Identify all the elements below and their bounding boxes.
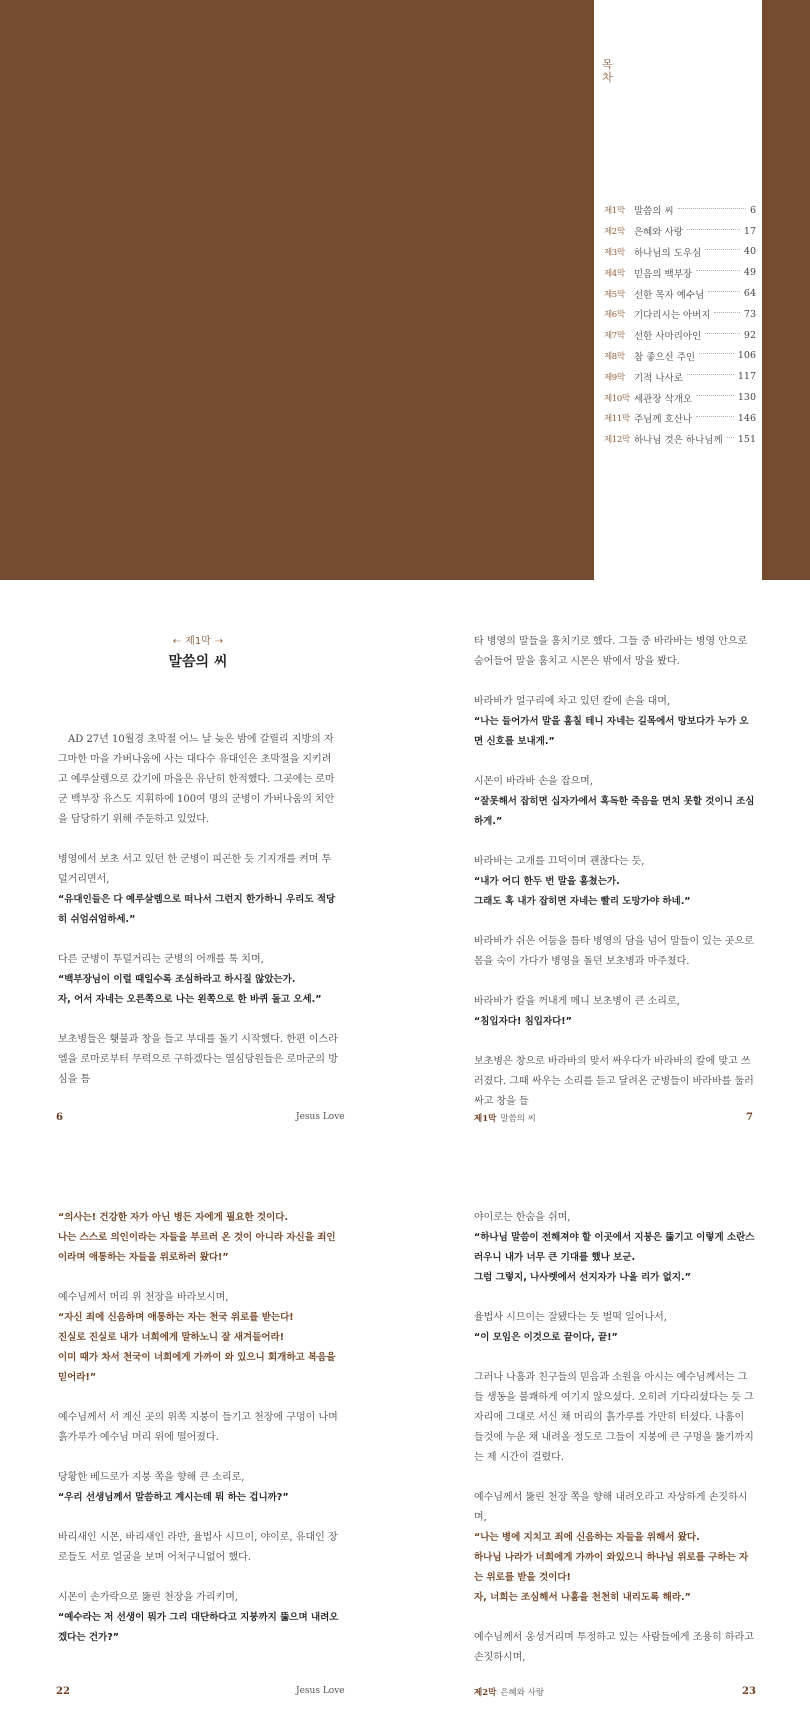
toc-chapter-title: 하나님 것은 하나님께 — [634, 435, 723, 447]
running-footer: Jesus Love — [296, 1686, 345, 1696]
left-arrow-ornament-icon: ⇠ — [172, 636, 182, 647]
toc-leader-dots — [708, 291, 740, 292]
toc-chapter-title: 선한 목자 예수님 — [634, 289, 705, 301]
toc-leader-dots — [705, 333, 740, 334]
paragraph — [58, 1588, 340, 1648]
dialogue: “침입자다! 침입자다!” — [474, 1016, 572, 1027]
page-7-body — [474, 632, 756, 1132]
toc-leader-dots — [705, 249, 740, 250]
toc-chapter-number: 제3막 — [604, 247, 625, 258]
dialogue: “나는 병에 지치고 죄에 신음하는 자들을 위해서 왔다. — [474, 1532, 700, 1543]
dialogue: “우리 선생님께서 말씀하고 계시는데 뭐 하는 겁니까?” — [58, 1492, 289, 1503]
page-number: 23 — [742, 1686, 756, 1697]
running-footer — [474, 1112, 536, 1124]
toc-item[interactable] — [604, 221, 756, 242]
narration: 야이로는 한숨을 쉬며, — [474, 1212, 571, 1223]
toc-heading: 목차 — [602, 58, 613, 84]
toc-chapter-number: 제11막 — [604, 414, 630, 425]
toc-leader-dots — [696, 395, 734, 396]
toc-chapter-number: 제7막 — [604, 331, 625, 342]
page-number: 22 — [56, 1686, 70, 1697]
narration: 바라바는 고개를 끄덕이며 괜찮다는 듯, — [474, 856, 645, 867]
dialogue: “의사는! 건강한 자가 아닌 병든 자에게 필요한 것이다. — [58, 1212, 289, 1223]
chapter-title: 말씀의 씨 — [168, 654, 228, 670]
toc-page-number: 117 — [737, 371, 756, 383]
paragraph: 예수님께서 서 계신 곳의 위쪽 지붕이 들기고 천장에 구멍이 나며 흙가루가 예수님 머리 위에 떨어졌다. — [58, 1412, 338, 1443]
toc-leader-dots — [687, 229, 740, 230]
toc-page-number: 40 — [743, 246, 756, 258]
dialogue: “잘못해서 잡히면 십자가에서 혹독한 죽음을 면치 못할 것이니 조심하게.” — [474, 796, 755, 827]
paragraph — [474, 1208, 756, 1288]
paragraph — [474, 992, 756, 1032]
dialogue: 자, 어서 자네는 오른쪽으로 나는 왼쪽으로 한 바퀴 돌고 오세.” — [58, 994, 322, 1005]
toc-chapter-number: 제12막 — [604, 435, 630, 446]
cover-panel-right — [762, 0, 810, 580]
page-number: 7 — [746, 1112, 753, 1123]
paragraph: 예수님께서 웅성거리며 투정하고 있는 사람들에게 조용히 하라고 손짓하시며, — [474, 1632, 754, 1663]
toc-page-number: 6 — [749, 204, 756, 216]
dialogue: “자신 죄에 신음하며 애통하는 자는 천국 위로를 받는다! — [58, 1312, 294, 1323]
dialogue: “하나님 말씀이 전해져야 할 이곳에서 지붕은 뚫기고 이렇게 소란스러우니 내가 너무 큰 기대를 했나 보군. — [474, 1232, 755, 1263]
narration: 바라바가 얼구리에 차고 있던 칼에 손을 대며, — [474, 696, 671, 707]
dialogue: “나는 들어가서 말을 훔칠 테니 자네는 길목에서 망보다가 누가 오면 신호를 보내게.” — [474, 716, 749, 747]
paragraph: 보초병은 창으로 바라바의 맞서 싸우다가 바라바의 칼에 맞고 쓰러졌다. 그때 싸우는 소리를 듣고 달려온 군병들이 바라바를 둘러싸고 창을 들 — [474, 1056, 754, 1107]
toc-item[interactable] — [604, 200, 756, 221]
toc-leader-dots — [727, 437, 734, 438]
paragraph: 보초병들은 횃불과 창을 들고 부대를 돌기 시작했다. 한편 이스라엘을 로마로부터 무력으로 구하겠다는 열심당원들은 로마군의 방심을 틈 — [58, 1034, 338, 1085]
toc-page-number: 49 — [743, 267, 756, 279]
toc-leader-dots — [696, 270, 740, 271]
toc-item[interactable] — [604, 346, 756, 367]
toc-chapter-title: 은혜와 사랑 — [634, 227, 683, 239]
paragraph — [474, 1308, 756, 1348]
dialogue: 그래도 혹 내가 잡히면 자네는 빨리 도망가야 하네.” — [474, 896, 691, 907]
toc-page-number: 151 — [737, 433, 756, 445]
toc-item[interactable] — [604, 304, 756, 325]
narration: 병영에서 보초 서고 있던 한 군병이 피곤한 듯 기지개를 켜며 투덜거리면서, — [58, 854, 332, 885]
paragraph: AD 27년 10월경 초막절 어느 날 늦은 밤에 갈릴리 지방의 자그마한 마을 가버나움에 사는 대다수 유대인은 초막절을 지키려고 예루살렘으로 갔기에 마을은 유난히 한적했다. 그곳에는 로마군 백부장 유스도 지휘하에 100여 명의 군병이 가버나움의 치안을 담당하기 위해 주둔하고 있었다. — [58, 734, 335, 825]
paragraph: 타 병영의 말들을 훔치기로 했다. 그들 중 바라바는 병영 안으로 숨어들어 말을 훔치고 시몬은 밖에서 망을 봤다. — [474, 636, 748, 667]
toc-chapter-title: 기적 나사로 — [634, 372, 683, 384]
dialogue: 이미 때가 차서 천국이 너희에게 가까이 와 있으니 회개하고 복음을 믿어라!” — [58, 1352, 336, 1383]
dialogue: 그럼 그렇지, 나사렛에서 선지자가 나올 리가 없지.” — [474, 1272, 691, 1283]
dialogue: 나는 스스로 의인이라는 자들을 부르러 온 것이 아니라 자신을 죄인이라며 애통하는 자들을 위로하러 왔다!” — [58, 1232, 336, 1263]
toc-page-number: 64 — [743, 288, 756, 300]
paragraph — [58, 1208, 340, 1268]
toc-page-number: 146 — [737, 412, 756, 424]
dialogue: “예수라는 저 선생이 뭐가 그리 대단하다고 지붕까지 뚫으며 내려오겠다는 건가?” — [58, 1612, 339, 1643]
running-footer: Jesus Love — [296, 1112, 345, 1122]
toc-item[interactable] — [604, 387, 756, 408]
toc-item[interactable] — [604, 242, 756, 263]
page-number: 6 — [56, 1112, 63, 1123]
dialogue: 진실로 진실로 내가 너희에게 말하노니 잘 새겨들어라! — [58, 1332, 285, 1343]
paragraph — [474, 772, 756, 832]
page-22-body — [58, 1208, 340, 1668]
toc-item[interactable] — [604, 325, 756, 346]
chapter-number: 제1막 — [185, 636, 211, 647]
toc-chapter-title: 세관장 삭개오 — [634, 393, 693, 405]
footer-chapter-title: 은혜와 사랑 — [500, 1688, 545, 1698]
toc-chapter-title: 선한 사마리아인 — [634, 331, 702, 343]
narration: 당황한 베드로가 지붕 쪽을 향해 큰 소리로, — [58, 1472, 245, 1483]
dialogue: “이 모임은 이것으로 끝이다, 끝!” — [474, 1332, 618, 1343]
toc-item[interactable] — [604, 283, 756, 304]
toc-chapter-number: 제8막 — [604, 351, 625, 362]
toc-leader-dots — [696, 416, 734, 417]
toc-chapter-number: 제10막 — [604, 393, 630, 404]
toc-chapter-number: 제9막 — [604, 372, 625, 383]
paragraph: 그러나 나훔과 친구들의 믿음과 소원을 아시는 예수님께서는 그들 생동을 불쾌하게 여기지 않으셨다. 오히려 기다리셨다는 듯 그 자리에 그대로 서신 채 머리의 흙가루를 가만히 터셨다. 나훔이 들것에 누운 채 내려올 정도로 그들이 지붕에 큰 구멍을 뚫기까지는 제 시간이 걸렸다. — [474, 1372, 754, 1463]
toc-chapter-number: 제5막 — [604, 289, 625, 300]
paragraph — [58, 950, 340, 1010]
toc-page-number: 17 — [743, 225, 756, 237]
toc-leader-dots — [687, 374, 734, 375]
toc-item[interactable] — [604, 366, 756, 387]
paragraph: 바라바가 쉬은 어둠을 틈타 병영의 담을 넘어 말들이 있는 곳으로 몸을 숙이 가다가 병영을 돌던 보초병과 마주쳤다. — [474, 936, 754, 967]
chapter-label — [58, 632, 338, 647]
dialogue: “유대인들은 다 예루살렘으로 떠나서 그런지 한가하니 우리도 적당히 쉬엄쉬엄하세.” — [58, 894, 336, 925]
toc-leader-dots — [714, 312, 739, 313]
narration: 시몬이 바라바 손을 잡으며, — [474, 776, 593, 787]
toc-page-number: 73 — [743, 308, 756, 320]
toc-chapter-number: 제6막 — [604, 310, 625, 321]
footer-chapter: 제2막 — [474, 1688, 497, 1698]
toc-chapter-title: 참 좋으신 주인 — [634, 351, 696, 363]
toc-item[interactable] — [604, 262, 756, 283]
toc-page-number: 106 — [737, 350, 756, 362]
paragraph — [474, 692, 756, 752]
narration: 예수님께서 머리 위 천장을 바라보시며, — [58, 1292, 229, 1303]
toc-chapter-title: 주님께 호산나 — [634, 414, 693, 426]
narration: 시몬이 손가락으로 뚫린 천장을 가리키며, — [58, 1592, 239, 1603]
toc-page — [594, 0, 762, 580]
toc-chapter-number: 제1막 — [604, 206, 625, 217]
toc-leader-dots — [678, 208, 746, 209]
narration: 예수님께서 뚫린 천장 쪽을 향해 내려오라고 자상하게 손짓하시며, — [474, 1492, 748, 1523]
page-6-body — [58, 730, 340, 1110]
dialogue: 자, 너희는 조심해서 나훔을 천천히 내리도록 해라.” — [474, 1592, 691, 1603]
dialogue: 하나님 나라가 너희에게 가까이 와있으니 하나님 위로를 구하는 자는 위로를 받을 것이다! — [474, 1552, 749, 1583]
toc-page-number: 92 — [743, 329, 756, 341]
cover-spread — [0, 0, 810, 580]
toc-chapter-number: 제2막 — [604, 227, 625, 238]
toc-leader-dots — [699, 353, 734, 354]
paragraph — [58, 850, 340, 930]
chapter-heading — [58, 632, 338, 671]
dialogue: “백부장님이 이럴 때일수록 조심하라고 하시질 않았는가. — [58, 974, 296, 985]
toc-item[interactable] — [604, 429, 756, 450]
paragraph: 바리새인 시몬, 바리새인 라반, 율법사 시므이, 야이로, 유대인 장로들도 서로 얼굴을 보며 어처구니없어 했다. — [58, 1532, 338, 1563]
paragraph — [58, 1288, 340, 1388]
right-arrow-ornament-icon: ⇢ — [214, 636, 224, 647]
dialogue: “내가 어디 한두 번 말을 훔쳤는가. — [474, 876, 620, 887]
paragraph — [474, 852, 756, 912]
page-23-body — [474, 1208, 756, 1688]
running-footer — [474, 1686, 544, 1698]
paragraph — [474, 1488, 756, 1608]
narration: 다른 군병이 투덜거리는 군병의 어깨를 툭 치며, — [58, 954, 264, 965]
toc-item[interactable] — [604, 408, 756, 429]
toc-chapter-title: 기다리시는 아버지 — [634, 310, 711, 322]
paragraph — [58, 1468, 340, 1508]
footer-chapter-title: 말씀의 씨 — [500, 1114, 536, 1124]
toc-chapter-title: 하나님의 도우심 — [634, 247, 702, 259]
footer-chapter: 제1막 — [474, 1114, 497, 1124]
toc-chapter-title: 말씀의 씨 — [634, 206, 674, 218]
cover-panel-left — [0, 0, 594, 580]
narration: 바라바가 칼을 꺼내게 메니 보초병이 큰 소리로, — [474, 996, 680, 1007]
narration: 율법사 시므이는 잘됐다는 듯 벌떡 일어나서, — [474, 1312, 667, 1323]
toc-list — [604, 200, 756, 450]
toc-chapter-title: 믿음의 백부장 — [634, 268, 693, 280]
toc-page-number: 130 — [737, 392, 756, 404]
toc-chapter-number: 제4막 — [604, 268, 625, 279]
